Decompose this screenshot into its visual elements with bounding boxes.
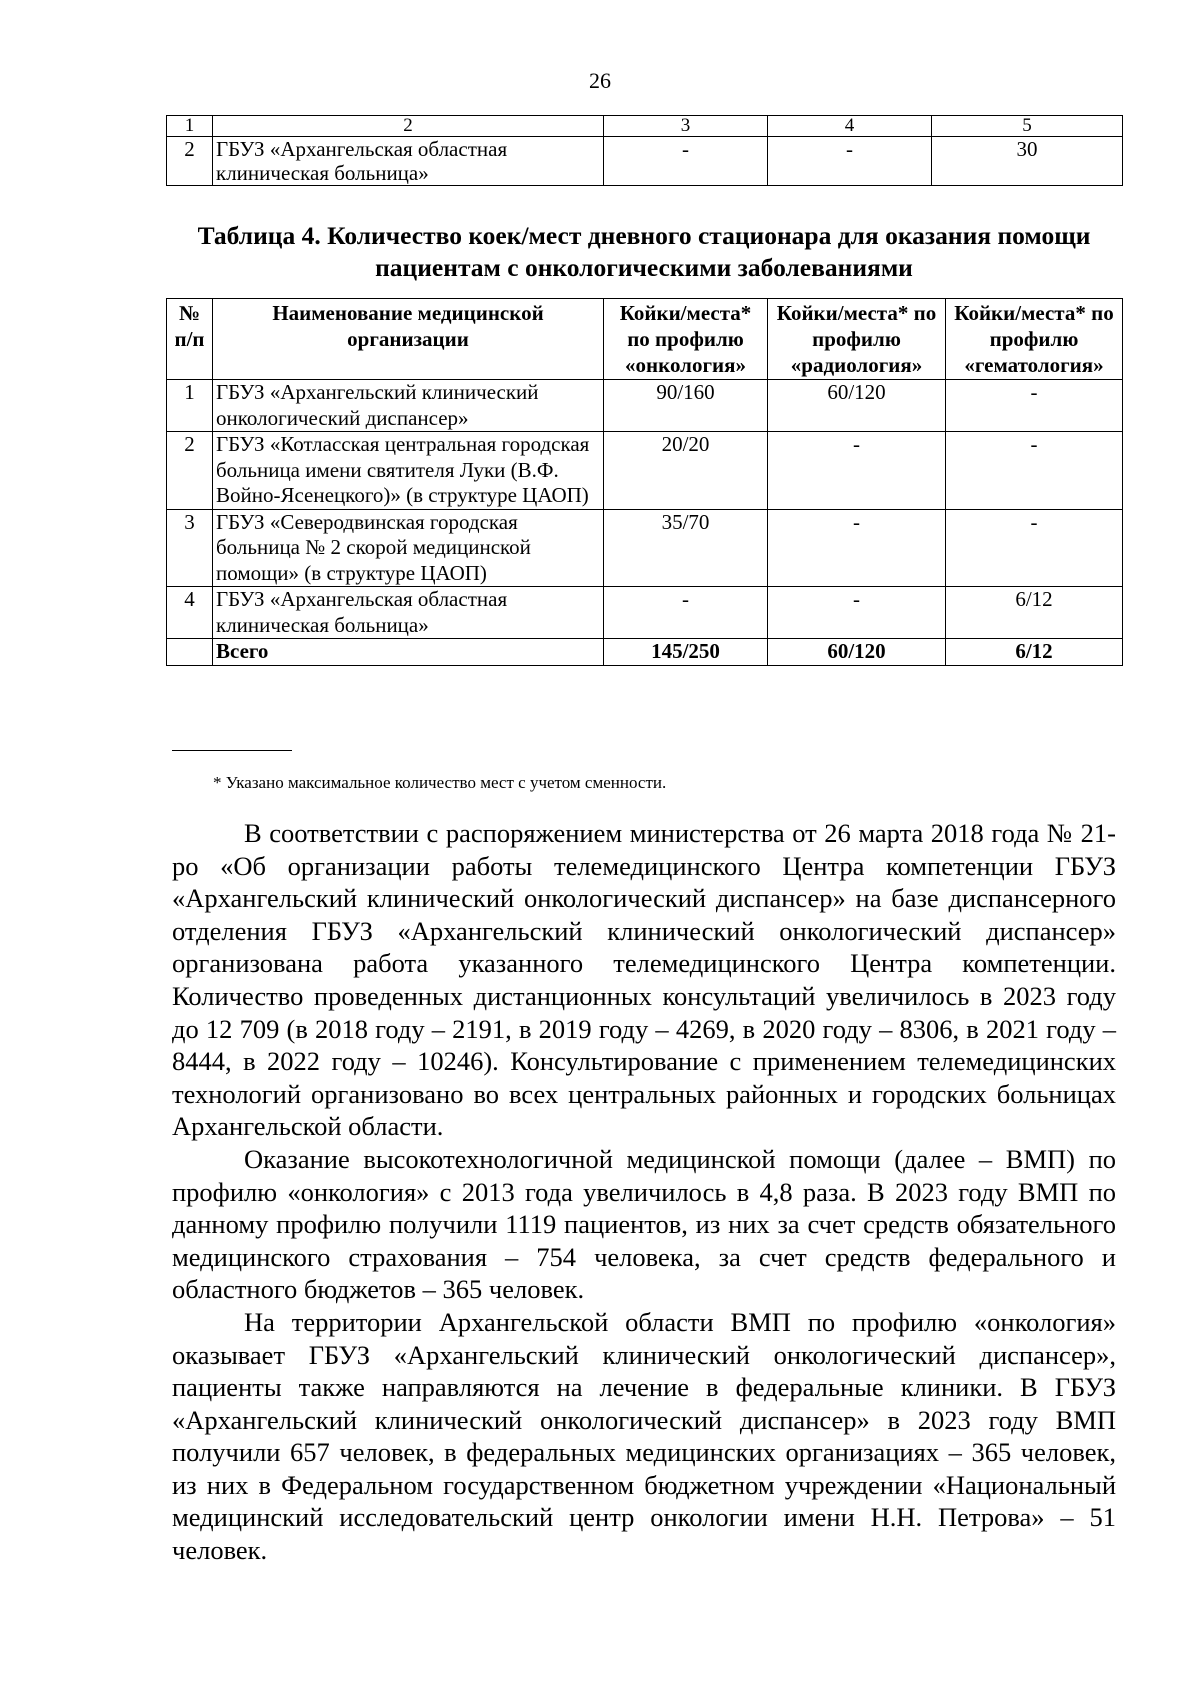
body-text — [172, 817, 1116, 1567]
hematology-value: - — [946, 380, 1123, 432]
header-organization: Наименование медицинской организации — [213, 299, 604, 380]
oncology-value: - — [604, 587, 768, 639]
radiology-value: - — [768, 509, 946, 587]
continued-table — [166, 115, 1123, 186]
table-row — [167, 380, 1123, 432]
header-radiology: Койки/места* по профилю «радиология» — [768, 299, 946, 380]
organization-name: ГБУЗ «Котласская центральная городская больница имени святителя Луки (В.Ф. Войно-Ясенецкого)» (в структуре ЦАОП) — [213, 432, 604, 510]
organization-name: ГБУЗ «Архангельская областная клиническая больница» — [213, 137, 604, 186]
table-total-row — [167, 639, 1123, 666]
row-number: 2 — [167, 432, 213, 510]
header-hematology: Койки/места* по профилю «гематология» — [946, 299, 1123, 380]
total-radiology: 60/120 — [768, 639, 946, 666]
radiology-value: - — [768, 587, 946, 639]
row-number: 3 — [167, 509, 213, 587]
total-hematology: 6/12 — [946, 639, 1123, 666]
oncology-value: 20/20 — [604, 432, 768, 510]
table-row — [167, 137, 1123, 186]
table-header-row — [167, 299, 1123, 380]
value-cell: 30 — [932, 137, 1123, 186]
total-empty-cell — [167, 639, 213, 666]
oncology-value: 35/70 — [604, 509, 768, 587]
paragraph: В соответствии с распоряжением министерства от 26 марта 2018 года № 21-ро «Об организации работы телемедицинского Центра компетенции ГБУЗ «Архангельский клинический онкологический диспансер» на базе диспансерного отделения ГБУЗ «Архангельский клинический онкологический диспансер» организована работа указанного телемедицинского Центра компетенции. Количество проведенных дистанционных консультаций увеличилось в 2023 году до 12 709 (в 2018 году – 2191, в 2019 году – 4269, в 2020 году – 8306, в 2021 году – 8444, в 2022 году – 10246). Консультирование с применением телемедицинских технологий организовано во всех центральных районных и городских больницах Архангельской области. — [172, 818, 1116, 1142]
table-row — [167, 509, 1123, 587]
paragraph: Оказание высокотехнологичной медицинской помощи (далее – ВМП) по профилю «онкология» с 2013 года увеличилось в 4,8 раза. В 2023 году ВМП по данному профилю получили 1119 пациентов, из них за счет средств обязательного медицинского страхования – 754 человека, за счет средств федерального и областного бюджетов – 365 человек. — [172, 1143, 1116, 1305]
index-cell: 1 — [167, 116, 213, 137]
footnote: * Указано максимальное количество мест с учетом сменности. — [213, 773, 667, 792]
page-number: 26 — [589, 68, 611, 93]
hematology-value: - — [946, 432, 1123, 510]
header-number: № п/п — [167, 299, 213, 380]
organization-name: ГБУЗ «Архангельская областная клиническая больница» — [213, 587, 604, 639]
index-cell: 3 — [604, 116, 768, 137]
organization-name: ГБУЗ «Архангельский клинический онкологический диспансер» — [213, 380, 604, 432]
header-oncology: Койки/места* по профилю «онкология» — [604, 299, 768, 380]
value-cell: - — [768, 137, 932, 186]
radiology-value: 60/120 — [768, 380, 946, 432]
hematology-value: - — [946, 509, 1123, 587]
table-index-row — [167, 116, 1123, 137]
table-title: Таблица 4. Количество коек/мест дневного стационара для оказания помощи пациентам с онкологическими заболеваниями — [197, 221, 1091, 282]
oncology-value: 90/160 — [604, 380, 768, 432]
row-number: 1 — [167, 380, 213, 432]
table-row — [167, 587, 1123, 639]
value-cell: - — [604, 137, 768, 186]
index-cell: 2 — [213, 116, 604, 137]
total-oncology: 145/250 — [604, 639, 768, 666]
paragraph: На территории Архангельской области ВМП по профилю «онкология» оказывает ГБУЗ «Архангельский клинический онкологический диспансер», пациенты также направляются на лечение в федеральные клиники. В ГБУЗ «Архангельский клинический онкологический диспансер» в 2023 году ВМП получили 657 человек, в федеральных медицинских организациях – 365 человек, из них в Федеральном государственном бюджетном учреждении «Национальный медицинский исследовательский центр онкологии имени Н.Н. Петрова» – 51 человек. — [172, 1306, 1116, 1566]
row-number: 2 — [167, 137, 213, 186]
beds-table — [166, 298, 1123, 666]
table-row — [167, 432, 1123, 510]
organization-name: ГБУЗ «Северодвинская городская больница № 2 скорой медицинской помощи» (в структуре ЦАОП) — [213, 509, 604, 587]
hematology-value: 6/12 — [946, 587, 1123, 639]
index-cell: 5 — [932, 116, 1123, 137]
row-number: 4 — [167, 587, 213, 639]
footnote-divider — [172, 750, 292, 751]
radiology-value: - — [768, 432, 946, 510]
total-label: Всего — [213, 639, 604, 666]
index-cell: 4 — [768, 116, 932, 137]
